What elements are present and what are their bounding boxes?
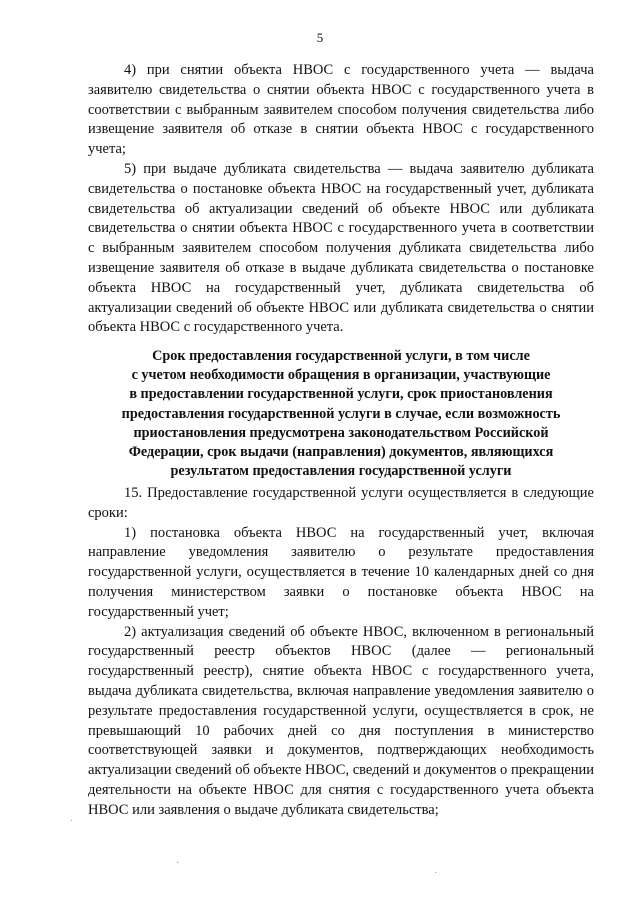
scan-speck: · bbox=[176, 858, 180, 869]
paragraph-item-2: 2) актуализация сведений об объекте НВОС, включенном в региональный государственный реестр объектов НВОС (далее — региональный государственный реестр), снятие объекта НВОС с государственного учета, выдача дубликата свидетельства, включая направление уведомления заявителю о результате предоставления государственной услуги, осуществляется в срок, не превышающий 10 рабочих дней со дня поступления в министерство соответствующей заявки и документов, подтверждающих необходимость актуализации сведений об объекте НВОС, сведений и документов о прекращении деятельности на объекте НВОС для снятия с государственного учета объекта НВОС или заявления о выдаче дубликата свидетельства; bbox=[88, 623, 594, 818]
paragraph-item-5: 5) при выдаче дубликата свидетельства — выдача заявителю дубликата свидетельства о постановке объекта НВОС на государственный учет, дубликата свидетельства об актуализации сведений об объекте НВОС или дубликата свидетельства о снятии объекта НВОС с государственного учета в соответствии с выбранным заявителем способом получения дубликата свидетельства либо извещение заявителя об отказе в выдаче дубликата свидетельства о постановке объекта НВОС на государственный учет, дубликата свидетельства об актуализации сведений об объекте НВОС или дубликата свидетельства о снятии объекта НВОС с государственного учета. bbox=[88, 160, 594, 336]
heading-line: с учетом необходимости обращения в организации, участвующие bbox=[131, 367, 551, 384]
scan-speck: · bbox=[70, 816, 74, 827]
top-text-block bbox=[88, 61, 594, 338]
heading-line: результатом предоставления государственной услуги bbox=[170, 463, 512, 480]
paragraph-item-4: 4) при снятии объекта НВОС с государственного учета — выдача заявителю свидетельства о снятии объекта НВОС с государственного учета в соответствии с выбранным заявителем способом получения свидетельства либо извещение заявителя об отказе в снятии объекта НВОС с государственного учета; bbox=[88, 62, 594, 158]
paragraph-15: 15. Предоставление государственной услуги осуществляется в следующие сроки: bbox=[88, 485, 594, 521]
heading-line: предоставления государственной услуги в случае, если возможность bbox=[121, 405, 561, 422]
page-number: 5 bbox=[316, 30, 324, 45]
bottom-text-block bbox=[88, 484, 594, 821]
section-heading bbox=[88, 347, 594, 481]
heading-line: Срок предоставления государственной услуги, в том числе bbox=[152, 348, 530, 364]
heading-line: Федерации, срок выдачи (направления) документов, являющихся bbox=[128, 444, 554, 461]
scan-speck: · bbox=[434, 868, 438, 879]
heading-line: в предоставлении государственной услуги, срок приостановления bbox=[129, 386, 553, 403]
heading-line: приостановления предусмотрена законодательством Российской bbox=[133, 424, 549, 441]
paragraph-item-1: 1) постановка объекта НВОС на государственный учет, включая направление уведомления заявителю о результате предоставления государственной услуги, осуществляется в течение 10 календарных дней со дня получения министерством заявки о постановке объекта НВОС на государственный учет; bbox=[88, 524, 594, 620]
